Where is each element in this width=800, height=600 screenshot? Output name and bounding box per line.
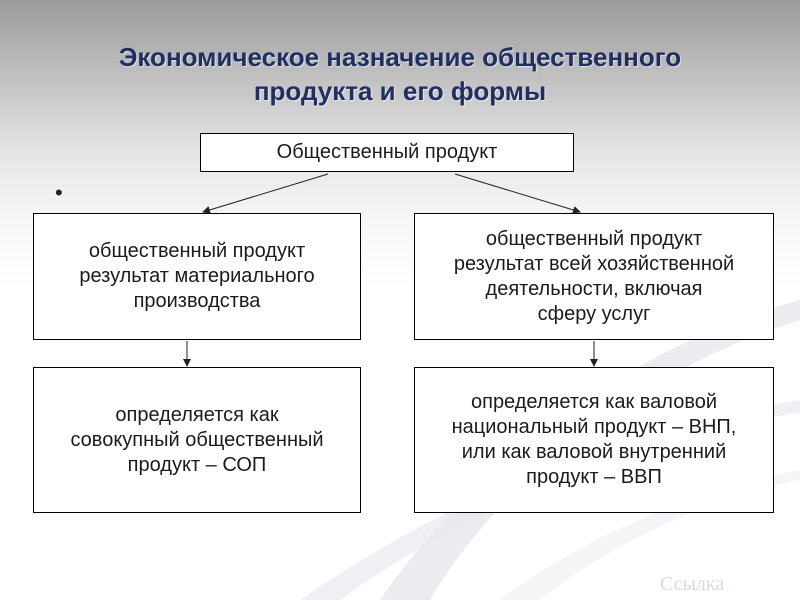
- box-vnp-vvp: [414, 367, 774, 513]
- box-br-line: определяется как валовой: [470, 391, 718, 413]
- box-sop: [33, 367, 361, 513]
- box-bl-line: продукт – СОП: [127, 453, 267, 476]
- bullet-point: •: [55, 180, 63, 205]
- box-tl-line: общественный продукт: [88, 240, 306, 262]
- box-tr-line: деятельности, включая: [485, 277, 703, 300]
- box-bl-line: совокупный общественный: [70, 428, 324, 451]
- arrow-root-to-right: [455, 174, 580, 212]
- box-all-economic-activity: [414, 213, 774, 340]
- box-tr-line: общественный продукт: [485, 227, 703, 250]
- title-line-1: Экономическое назначение общественного: [118, 42, 682, 72]
- box-br-line: продукт – ВВП: [526, 466, 662, 488]
- box-br-line: национальный продукт – ВНП,: [451, 416, 737, 438]
- box-tr-line: результат всей хозяйственной: [453, 252, 735, 275]
- root-label: Общественный продукт: [276, 141, 498, 163]
- box-tl-line: производства: [133, 290, 261, 312]
- box-bl-line: определяется как: [115, 403, 279, 426]
- root-box: [200, 133, 574, 172]
- box-tl-line: результат материального: [79, 265, 315, 287]
- box-tr-line: сферу услуг: [537, 302, 651, 325]
- arrow-root-to-left: [203, 174, 328, 212]
- title-line-2: продукта и его формы: [253, 76, 547, 106]
- box-br-line: или как валовой внутренний: [461, 441, 727, 463]
- link-label[interactable]: Ссылка: [660, 573, 725, 595]
- box-material-production: [33, 213, 361, 340]
